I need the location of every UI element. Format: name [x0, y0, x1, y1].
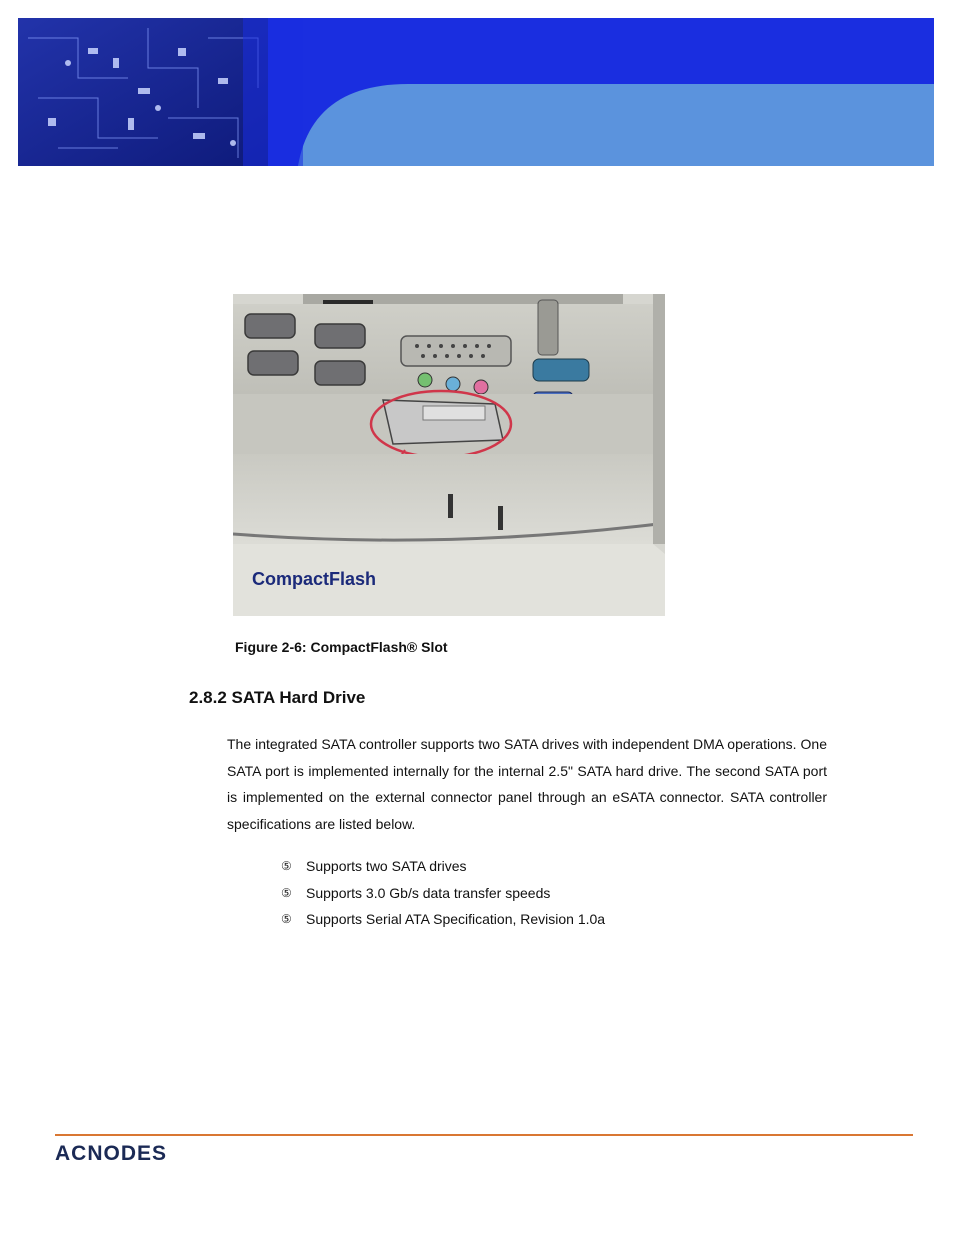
feature-list [281, 853, 605, 933]
list-item [281, 906, 605, 933]
list-item [281, 880, 605, 907]
footer-divider [55, 1134, 913, 1136]
list-item-text: Supports Serial ATA Specification, Revision 1.0a [306, 911, 606, 927]
acnodes-logo [55, 1140, 215, 1164]
bullet-icon: ⑤ [281, 912, 292, 926]
list-item-text: Supports two SATA drives [306, 858, 467, 874]
body-paragraph: The integrated SATA controller supports two SATA drives with independent DMA operations. One SATA port is implemented internally for the internal 2.5" SATA hard drive. The second SATA port is implemented on the external connector panel through an eSATA connector. SATA controller specifications are listed below. [227, 736, 827, 832]
header-banner [18, 18, 934, 166]
list-item-text: Supports 3.0 Gb/s data transfer speeds [306, 884, 551, 901]
figure-caption: Figure 2-6: CompactFlash® Slot [235, 639, 448, 655]
compactflash-photo [233, 294, 665, 616]
list-item [281, 853, 605, 880]
section-heading: 2.8.2 SATA Hard Drive [189, 688, 366, 707]
callout-label: CompactFlash [252, 569, 377, 589]
bullet-icon: ⑤ [281, 859, 292, 873]
bullet-icon: ⑤ [281, 885, 292, 900]
circuit-board-banner [18, 18, 934, 166]
logo-text: ACNODES [55, 1142, 168, 1164]
